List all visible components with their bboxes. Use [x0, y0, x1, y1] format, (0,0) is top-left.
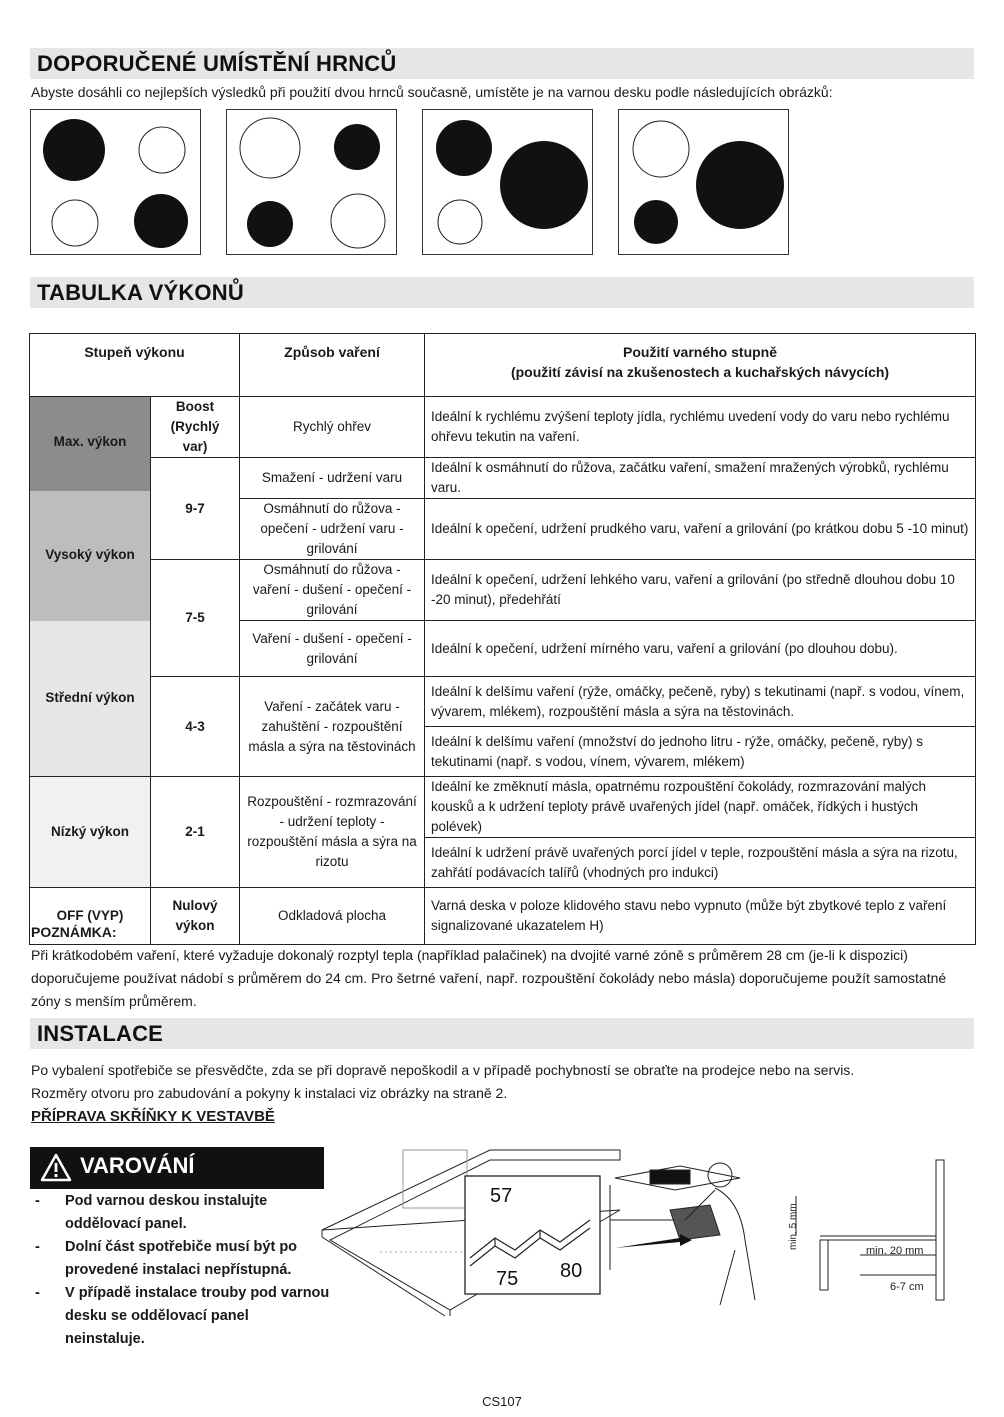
step-boost-line2: (Rychlý var) — [170, 419, 220, 454]
section-title: DOPORUČENÉ UMÍSTĚNÍ HRNCŮ — [37, 51, 397, 76]
method-cell: Odkladová plocha — [240, 888, 425, 945]
list-item — [31, 1190, 331, 1236]
method-cell: Osmáhnutí do růžova - vaření - dušení - opečení - grilování — [240, 560, 425, 621]
level-transition — [30, 458, 151, 499]
level-off: OFF (VYP) — [30, 888, 151, 945]
usage-cell: Ideální k rychlému zvýšení teploty jídla, rychlému uvedení vody do varu nebo rychlému ohřevu tekutin na vaření. — [425, 397, 976, 458]
usage-cell: Ideální ke změknutí másla, opatrnému rozpouštění čokolády, rozmrazování malých kousků a k udržení teploty právě uvařených jídel (např. omáček, řídkých i hustých polévek) — [425, 777, 976, 838]
pot-zone-black — [634, 200, 678, 244]
power-table — [29, 333, 976, 945]
header-usage-line2: (použití závisí na zkušenostech a kuchařských návycích) — [510, 364, 890, 380]
table-row — [30, 777, 976, 838]
table-row — [30, 677, 976, 727]
insert-arrow — [615, 1234, 692, 1248]
note-text: Při krátkodobém vaření, které vyžaduje dokonalý rozptyl tepla (například palačinek) na dvojité varné zóně s průměrem 28 cm (je-li k dispozici) doporučujeme používat nádobí s průměrem do 24 cm. Pro šetrné vaření, např. rozpouštění čokolády nebo másla) doporučujeme použít samostatné zóny s menším průměrem. — [31, 947, 947, 1009]
usage-cell: Ideální k opečení, udržení mírného varu, vaření a grilování (po dlouhou dobu). — [425, 621, 976, 677]
pot-zone-empty — [331, 194, 385, 248]
section-title: TABULKA VÝKONŮ — [37, 280, 244, 305]
method-cell: Vaření - začátek varu - zahuštění - rozpouštění másla a sýra na těstovinách — [240, 677, 425, 777]
section-title: INSTALACE — [37, 1021, 164, 1046]
method-cell: Vaření - dušení - opečení - grilování — [240, 621, 425, 677]
section-detail — [796, 1160, 944, 1300]
level-low: Nízký výkon — [30, 777, 151, 888]
method-cell: Osmáhnutí do růžova - opečení - udržení varu - grilování — [240, 499, 425, 560]
pot-zone-black — [334, 124, 380, 170]
pot-zone-empty — [240, 118, 300, 178]
install-line-1: Po vybalení spotřebiče se přesvědčte, zda se při dopravě nepoškodil a v případě pochybností se obraťte na prodejce nebo na servis. — [31, 1062, 855, 1078]
pot-zone-empty — [52, 200, 98, 246]
label-min-5mm: min. 5 mm — [788, 1203, 799, 1250]
pot-zone-empty — [438, 200, 482, 244]
dimension-80: 80 — [560, 1260, 583, 1282]
warning-title: VAROVÁNÍ — [80, 1153, 195, 1178]
installer-figure — [610, 1163, 755, 1305]
hob-diagram-2 — [226, 109, 397, 255]
warning-icon — [40, 1153, 72, 1183]
usage-cell: Varná deska v poloze klidového stavu nebo vypnuto (může být zbytkové teplo z vaření signalizované ukazatelem H) — [425, 888, 976, 945]
warning-item-text: Dolní část spotřebiče musí být po provedené instalaci nepřístupná. — [65, 1239, 298, 1278]
usage-cell: Ideální k delšímu vaření (rýže, omáčky, pečeně, ryby) s tekutinami (např. s vodou, vínem, vývarem, mlékem), rozpouštění másla a sýra na těstovinách. — [425, 677, 976, 727]
pot-zone-black — [43, 119, 105, 181]
section-header-pot-placement — [30, 48, 974, 79]
step-boost-line1: Boost — [175, 399, 215, 414]
header-method: Způsob vaření — [240, 334, 425, 397]
step-cell: 7-5 — [151, 560, 240, 677]
pot-zone-black — [696, 141, 784, 229]
pot-zone-empty — [633, 121, 689, 177]
dimension-57: 57 — [490, 1185, 513, 1207]
hob-diagram-1-svg — [31, 110, 202, 256]
level-high: Vysoký výkon — [30, 499, 151, 621]
usage-cell: Ideální k udržení právě uvařených porcí jídel v teple, rozpouštění másla a sýra na rizotu, zahřátí podávacích talířů (vhodných pro indukci) — [425, 838, 976, 888]
step-cell: 9-7 — [151, 458, 240, 560]
label-6-7cm: 6-7 cm — [890, 1281, 924, 1293]
header-usage-line1: Použití varného stupně — [623, 344, 778, 360]
usage-cell: Ideální k opečení, udržení prudkého varu, vaření a grilování (po krátkou dobu 5 -10 minut) — [425, 499, 976, 560]
installation-diagram — [320, 1140, 980, 1320]
table-header-row — [30, 334, 976, 397]
install-line-2: Rozměry otvoru pro zabudování a pokyny k instalaci viz obrázky na straně 2. — [31, 1085, 508, 1101]
note-title: POZNÁMKA: — [31, 924, 117, 940]
level-max: Max. výkon — [30, 397, 151, 458]
table-row — [30, 397, 976, 458]
intro-text: Abyste dosáhli co nejlepších výsledků při použití dvou hrnců současně, umístěte je na varnou desku podle následujících obrázků: — [31, 84, 833, 100]
dimension-75: 75 — [496, 1268, 519, 1290]
step-zero — [151, 888, 240, 945]
pot-zone-empty — [139, 127, 185, 173]
step-zero-line1: Nulový — [172, 898, 218, 913]
method-cell: Rychlý ohřev — [240, 397, 425, 458]
hob-diagram-3-svg — [423, 110, 594, 256]
hob-diagram-4-svg — [619, 110, 790, 256]
step-cell: 4-3 — [151, 677, 240, 777]
step-boost — [151, 397, 240, 458]
pot-zone-black — [247, 201, 293, 247]
pot-zone-black — [134, 194, 188, 248]
page-number: CS107 — [482, 1394, 522, 1409]
hob-diagram-1 — [30, 109, 201, 255]
cabinet-subtitle: PŘÍPRAVA SKŘÍŇKY K VESTAVBĚ — [31, 1108, 275, 1125]
method-cell: Rozpouštění - rozmrazování - udržení teploty - rozpouštění másla a sýra na rizotu — [240, 777, 425, 888]
usage-cell: Ideální k opečení, udržení lehkého varu, vaření a grilování (po středně dlouhou dobu 10 -20 minut), předehřátí — [425, 560, 976, 621]
header-usage — [425, 334, 976, 397]
pot-zone-black — [500, 141, 588, 229]
table-row — [30, 458, 976, 499]
pot-zone-black — [436, 120, 492, 176]
step-cell: 2-1 — [151, 777, 240, 888]
list-item — [31, 1282, 331, 1351]
usage-cell: Ideální k delšímu vaření (množství do jednoho litru - rýže, omáčky, pečeně, ryby) s tekutinami (např. s vodou, vínem, vývarem, mlékem) — [425, 727, 976, 777]
hob-diagram-2-svg — [227, 110, 398, 256]
warning-item-text: V případě instalace trouby pod varnou desku se oddělovací panel neinstaluje. — [65, 1285, 330, 1347]
hob-diagram-4 — [618, 109, 789, 255]
section-header-power-table — [30, 277, 974, 308]
table-row — [30, 560, 976, 621]
list-dash: - — [35, 1285, 40, 1301]
hob-diagram-3 — [422, 109, 593, 255]
step-zero-line2: výkon — [175, 918, 215, 933]
warning-item-text: Pod varnou deskou instalujte oddělovací panel. — [65, 1193, 268, 1232]
warning-header — [30, 1147, 324, 1189]
section-header-installation — [30, 1018, 974, 1049]
usage-cell: Ideální k osmáhnutí do růžova, začátku vaření, smažení mražených výrobků, rychlému varu. — [425, 458, 976, 499]
method-cell: Smažení - udržení varu — [240, 458, 425, 499]
list-item — [31, 1236, 331, 1282]
level-medium: Střední výkon — [30, 621, 151, 777]
label-min-20mm: min. 20 mm — [866, 1245, 924, 1257]
warning-list — [31, 1190, 331, 1351]
list-dash: - — [35, 1193, 40, 1209]
header-level: Stupeň výkonu — [30, 334, 240, 397]
table-row — [30, 888, 976, 945]
list-dash: - — [35, 1239, 40, 1255]
